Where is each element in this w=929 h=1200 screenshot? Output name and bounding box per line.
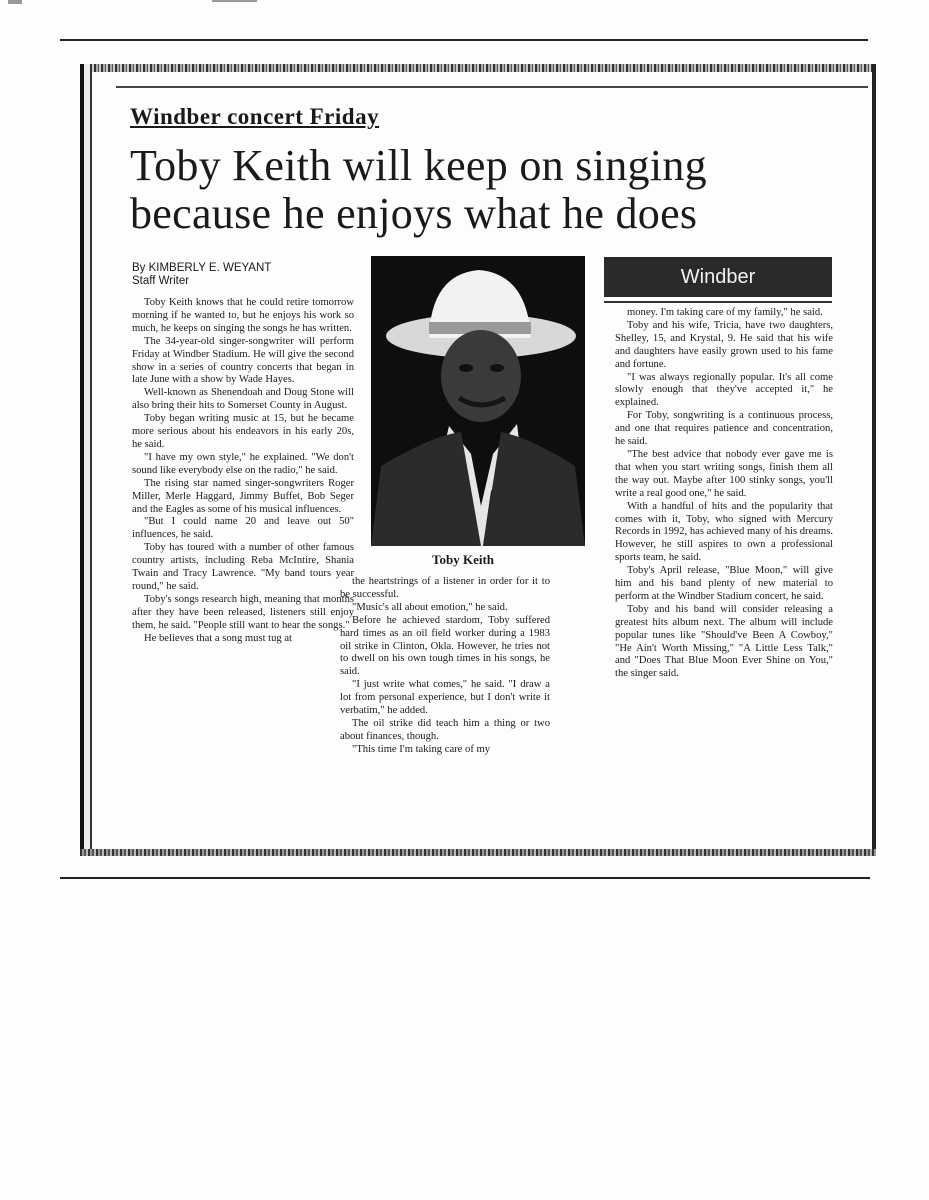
article-paragraph: For Toby, songwriting is a continuous process, and one that requires patience and concentration, he said. — [615, 410, 833, 448]
page-rule-top — [60, 39, 868, 41]
banner-rule — [604, 301, 832, 303]
photo-caption: Toby Keith — [432, 552, 495, 567]
section-rule — [116, 86, 868, 88]
article-paragraph: "I was always regionally popular. It's all come slowly enough that they've accepted it," he explained. — [615, 371, 833, 409]
byline-role: Staff Writer — [132, 275, 190, 287]
byline-author: By KIMBERLY E. WEYANT — [132, 262, 272, 274]
scan-mark — [212, 0, 257, 2]
clipping-border-bottom — [80, 849, 876, 856]
clipping-border-left — [80, 64, 92, 856]
article-paragraph: "But I could name 20 and leave out 50" influences, he said. — [132, 516, 354, 541]
article-paragraph: the heartstrings of a listener in order for it to be successful. — [340, 576, 550, 600]
byline — [132, 262, 271, 288]
article-paragraph: Toby began writing music at 15, but he became more serious about his endeavors in his early 20s, he said. — [132, 413, 354, 450]
article-paragraph: Toby's April release, "Blue Moon," will give him and his band plenty of new material to perform at the Windber Stadium concert, he said. — [615, 565, 833, 602]
article-paragraph: Well-known as Shenendoah and Doug Stone will also bring their hits to Somerset County in August. — [132, 387, 354, 412]
article-paragraph: Toby Keith knows that he could retire tomorrow morning if he wanted to, but he enjoys his work so much, he keeps on singing the songs he has written. — [132, 297, 354, 334]
article-paragraph: "I have my own style," he explained. "We don't sound like everybody else on the radio," he said. — [132, 451, 354, 476]
article-paragraph: "This time I'm taking care of my — [352, 743, 491, 755]
article-paragraph: Toby's songs research high, meaning that months after they have been released, listeners still enjoy them, he said. "People still want to hear the songs." — [132, 593, 354, 631]
location-banner: Windber — [604, 257, 832, 297]
article-paragraph: Before he achieved stardom, Toby suffered hard times as an oil field worker during a 1983 oil strike in Clinton, Okla. However, he tries not to dwell on his own tough times in his songs, he said. — [340, 614, 550, 678]
headline — [130, 142, 880, 238]
article-paragraph: He believes that a song must tug at — [144, 632, 292, 644]
scan-mark — [8, 0, 22, 4]
article-paragraph: money. I'm taking care of my family," he said. — [627, 307, 823, 318]
article-column-1 — [132, 297, 354, 645]
article-paragraph: The rising star named singer-songwriters Roger Miller, Merle Haggard, Jimmy Buffet, Bob Seger and the Eagles as some of his musical influences. — [132, 477, 354, 515]
article-paragraph: "I just write what comes," he said. "I draw a lot from personal experience, but I don't write it verbatim," he added. — [340, 679, 550, 717]
article-column-2 — [340, 576, 550, 757]
newspaper-clipping — [80, 64, 876, 856]
article-paragraph: The 34-year-old singer-songwriter will perform Friday at Windber Stadium. He will give the second show in a series of country concerts that began in late June with a show by Wade Hayes. — [132, 335, 354, 386]
portrait-photo-icon — [371, 256, 585, 546]
article-paragraph: With a handful of hits and the popularity that comes with it, Toby, who signed with Mercury Records in 1992, has achieved many of his dreams. However, he still aspires to own a professional sports team, he said. — [615, 500, 833, 564]
article-paragraph: Toby and his band will consider releasing a greatest hits album next. The album will include popular tunes like "Should've Been A Cowboy," "He Ain't Worth Missing," "A Little Less Talk," and "Does That Blue Moon Ever Shine on You," the singer said. — [615, 603, 833, 680]
clipping-border-top — [80, 64, 876, 72]
article-paragraph: Toby and his wife, Tricia, have two daughters, Shelley, 15, and Krystal, 9. He said that his wife and daughters have easily grown used to his fame and fortune. — [615, 319, 833, 370]
article-column-3 — [615, 307, 833, 681]
page-rule-bottom — [60, 877, 870, 879]
article-paragraph: "The best advice that nobody ever gave me is that when you start writing songs, finish them all the way out. Maybe after 100 stinky songs, you'll write a real good one," he said. — [615, 448, 833, 499]
article-paragraph: Toby has toured with a number of other famous country artists, including Reba McIntire, Shania Twain and Tracy Lawrence. "My band tours year round," he said. — [132, 542, 354, 592]
article-paragraph: "Music's all about emotion," he said. — [352, 601, 508, 613]
portrait-photo — [371, 256, 585, 546]
kicker: Windber concert Friday — [130, 104, 380, 129]
article-paragraph: The oil strike did teach him a thing or two about finances, though. — [340, 717, 550, 742]
headline-line-2: because he enjoys what he does — [130, 189, 698, 238]
headline-line-1: Toby Keith will keep on singing — [130, 141, 707, 190]
